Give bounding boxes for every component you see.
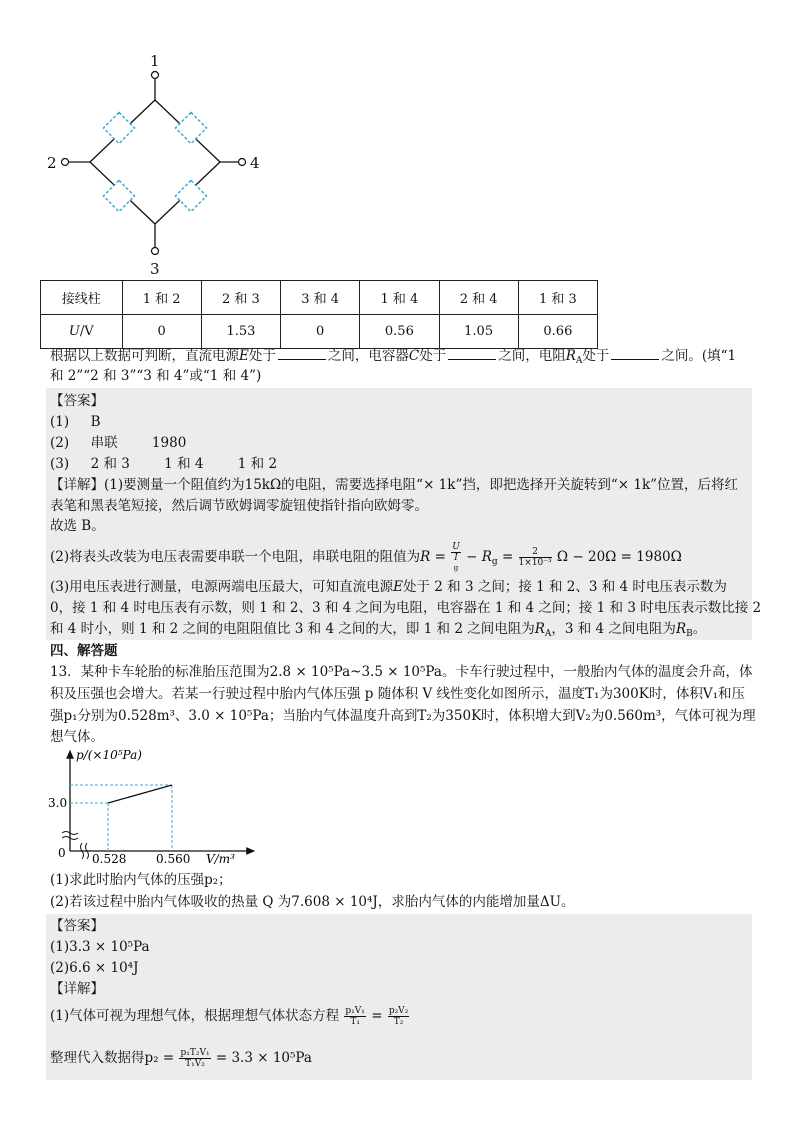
q13-subquestion: (2)若该过程中胎内气体吸收的热量 Q 为7.608 × 10⁴J，求胎内气体的内能增加量ΔU。 <box>50 894 575 910</box>
terminal-label-4: 4 <box>250 154 260 172</box>
x-axis-label: V/m³ <box>206 852 235 866</box>
table-cell: 0.56 <box>360 315 439 349</box>
terminal-4 <box>239 159 246 166</box>
table-header-label: 接线柱 <box>41 281 123 315</box>
component-box-2-3 <box>103 180 134 211</box>
table-row-label: U/V <box>41 315 123 349</box>
detail-line-formula: (1)气体可视为理想气体，根据理想气体状态方程 $\frac{\text{p₁V₁}}{\text{T₁}}$ = $\frac{\text{p₂V₂}}{\text{T₂}}$ <box>50 1006 409 1027</box>
data-line <box>108 785 172 803</box>
detail-line: 【详解】(1)要测量一个阻值约为15kΩ的电阻，需要选择电阻“× 1k”挡，即把选择开关旋转到“× 1k”位置，后将红 <box>50 477 739 493</box>
terminal-label-3: 3 <box>150 260 160 277</box>
answer-item: (2) 串联 1980 <box>50 435 187 451</box>
x-tick-label: 0.560 <box>156 852 191 866</box>
detail-line: 0，接 1 和 4 时电压表有示数，则 1 和 2、3 和 4 之间为电阻，电容器在 1 和 4 之间；接 1 和 3 时电压表示数比接 2 <box>50 600 762 616</box>
component-box-1-2 <box>103 112 134 143</box>
detail-line-formula: (2)将表头改装为电压表需要串联一个电阻，串联电阻的阻值为R = U I g − $R_g$ = $\frac{2}{\text{1×10⁻³}}$ Ω − 20Ω = 1980Ω <box>50 542 682 572</box>
table-cell: 0 <box>122 315 201 349</box>
answer-header: 【答案】 <box>50 393 104 409</box>
answer-blank[interactable] <box>448 346 496 360</box>
answer-item: (3) 2 和 3 1 和 4 1 和 2 <box>50 456 278 472</box>
detail-header: 【详解】 <box>50 981 104 997</box>
table-cell: 0 <box>281 315 360 349</box>
table-col: 1 和 2 <box>122 281 201 315</box>
detail-line: 和 4 时小，则 1 和 2 之间的电阻阻值比 3 和 4 之间的大，即 1 和 2 之间电阻为$R_A$，3 和 4 之间电阻为$R_B$。 <box>50 621 707 639</box>
answer-item: (2)6.6 × 10⁴J <box>50 960 139 976</box>
q13-subquestion: (1)求此时胎内气体的压强p₂； <box>50 872 232 888</box>
y-tick-label: 3.0 <box>48 796 68 810</box>
component-box-3-4 <box>175 180 206 211</box>
component-box-1-4 <box>175 112 206 143</box>
table-col: 1 和 4 <box>360 281 439 315</box>
table-cell: 1.05 <box>439 315 518 349</box>
terminal-3 <box>152 248 159 255</box>
detail-line: 故选 B。 <box>50 518 105 534</box>
answer-blank[interactable] <box>611 346 659 360</box>
table-col: 2 和 4 <box>439 281 518 315</box>
origin-label: 0 <box>58 846 66 860</box>
detail-line: 表笔和黑表笔短接，然后调节欧姆调零旋钮使指针指向欧姆零。 <box>50 498 428 514</box>
q13-line: 强p₁分别为0.528m³、3.0 × 10⁵Pa；当胎内气体温度升高到T₂为350K时，体积增大到V₂为0.560m³，气体可视为理 <box>50 708 756 724</box>
q12-prompt-line-2: 和 2”“2 和 3”“3 和 4”或“1 和 4”) <box>50 368 262 384</box>
measurement-table <box>40 280 598 349</box>
y-axis-label: p/(×10⁵Pa) <box>76 748 142 762</box>
x-tick-label: 0.528 <box>92 852 127 866</box>
section-title: 四、解答题 <box>50 643 118 659</box>
terminal-1 <box>152 72 159 79</box>
table-col: 2 和 3 <box>201 281 280 315</box>
q13-line: 积及压强也会增大。若某一行驶过程中胎内气体压强 p 随体积 V 线性变化如图所示，温度T₁为300K时，体积V₁和压 <box>50 686 745 702</box>
answer-item: (1)3.3 × 10⁵Pa <box>50 939 150 955</box>
answer-item: (1) B <box>50 414 101 430</box>
table-col: 3 和 4 <box>281 281 360 315</box>
terminal-2 <box>62 159 69 166</box>
table-row <box>41 315 598 349</box>
detail-line-formula: 整理代入数据得p₂ = $\frac{\text{p₁T₂V₁}}{\text{T₁V₂}}$ = 3.3 × 10⁵Pa <box>50 1048 312 1069</box>
q13-line: 想气体。 <box>50 729 104 745</box>
table-cell: 0.66 <box>518 315 597 349</box>
table-col: 1 和 3 <box>518 281 597 315</box>
table-cell: 1.53 <box>201 315 280 349</box>
bridge-circuit-diagram <box>40 52 280 277</box>
pv-graph <box>46 745 276 867</box>
answer-header: 【答案】 <box>50 918 104 934</box>
q12-prompt-line-1: 根据以上数据可判断，直流电源E处于 之间，电容器C处于 之间，电阻$R_A$处于 之间。(填“1 <box>50 348 737 366</box>
table-row <box>41 281 598 315</box>
terminal-label-1: 1 <box>150 52 160 70</box>
terminal-label-2: 2 <box>47 154 57 172</box>
answer-blank[interactable] <box>278 346 326 360</box>
q13-line: 13．某种卡车轮胎的标准胎压范围为2.8 × 10⁵Pa~3.5 × 10⁵Pa。卡车行驶过程中，一般胎内气体的温度会升高，体 <box>50 664 753 680</box>
detail-line: (3)用电压表进行测量，电源两端电压最大，可知直流电源E处于 2 和 3 之间；接 1 和 2、3 和 4 时电压表示数为 <box>50 579 727 595</box>
